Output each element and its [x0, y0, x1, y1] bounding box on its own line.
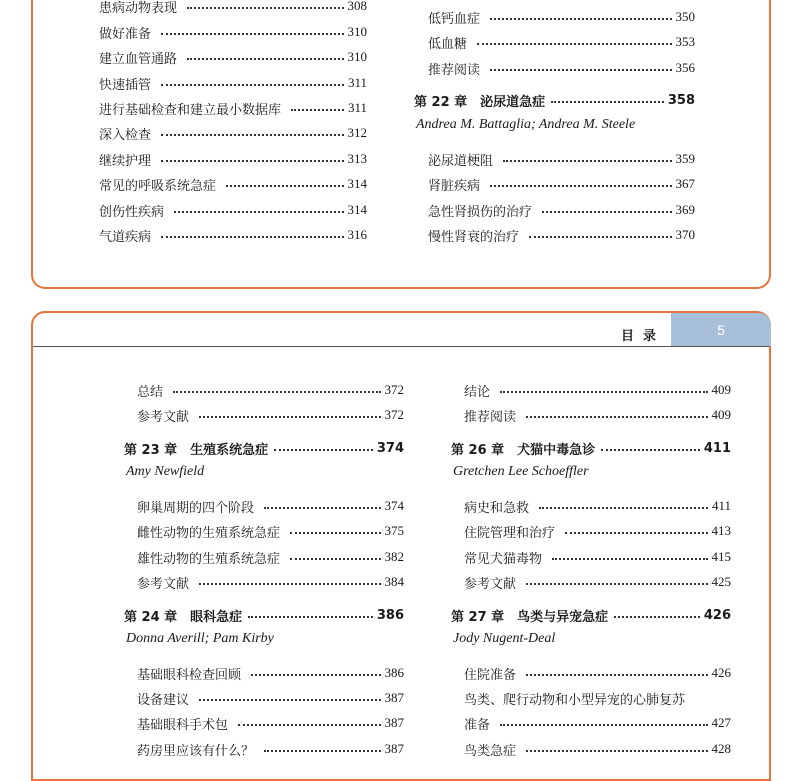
- dot-leader: [490, 185, 671, 187]
- entry-page: 427: [711, 715, 731, 730]
- dot-leader: [500, 724, 707, 726]
- toc-entry[interactable]: [428, 173, 695, 195]
- dot-leader: [526, 416, 707, 418]
- entry-page: 375: [384, 523, 404, 538]
- entry-page: 372: [384, 382, 404, 397]
- entry-title: 参考文献: [137, 576, 190, 592]
- toc-entry[interactable]: [137, 712, 404, 734]
- dot-leader: [187, 58, 343, 60]
- dot-leader: [199, 416, 380, 418]
- entry-title: 肾脏疾病: [428, 178, 481, 194]
- entry-page: 428: [711, 741, 731, 756]
- entry-title: 住院准备: [464, 667, 517, 683]
- toc-entry[interactable]: [428, 31, 695, 53]
- entry-page: 415: [711, 549, 731, 564]
- dot-leader: [161, 236, 343, 238]
- toc-entry[interactable]: [464, 546, 731, 568]
- toc-entry[interactable]: [99, 46, 367, 68]
- dot-leader: [290, 558, 380, 560]
- entry-page: 310: [347, 24, 367, 39]
- toc-entry[interactable]: [137, 379, 404, 401]
- entry-page: 372: [384, 407, 404, 422]
- entry-title: 继续护理: [99, 153, 152, 169]
- running-header-title: 目录: [621, 329, 666, 344]
- dot-leader: [500, 391, 707, 393]
- dot-leader: [274, 449, 373, 451]
- dot-leader: [542, 211, 671, 213]
- entry-title: 基础眼科检查回顾: [137, 667, 242, 683]
- entry-title: 推荐阅读: [428, 62, 481, 78]
- dot-leader: [161, 160, 343, 162]
- chapter-authors: Jody Nugent-Deal: [453, 631, 556, 646]
- entry-title: 患病动物表现: [99, 0, 178, 16]
- toc-entry[interactable]: [137, 520, 404, 542]
- toc-entry[interactable]: [99, 72, 367, 94]
- entry-page: 387: [384, 715, 404, 730]
- dot-leader: [490, 69, 671, 71]
- entry-title: 参考文献: [464, 576, 517, 592]
- dot-leader: [199, 699, 380, 701]
- entry-title: 泌尿道梗阻: [428, 153, 494, 169]
- dot-leader: [264, 507, 380, 509]
- entry-page: 411: [711, 498, 731, 513]
- toc-entry[interactable]: [137, 662, 404, 684]
- toc-entry[interactable]: [99, 148, 367, 170]
- entry-title: 推荐阅读: [464, 409, 517, 425]
- toc-entry[interactable]: [464, 379, 731, 401]
- chapter-title: 第 24 章 眼科急症: [124, 609, 243, 625]
- dot-leader: [248, 616, 373, 618]
- toc-entry[interactable]: [99, 224, 367, 246]
- toc-entry[interactable]: [99, 97, 367, 119]
- dot-leader: [614, 616, 700, 618]
- entry-title: 准备: [464, 717, 491, 733]
- entry-title: 气道疾病: [99, 229, 152, 245]
- dot-leader: [161, 84, 344, 86]
- entry-title: 结论: [464, 384, 491, 400]
- chapter-heading[interactable]: [124, 604, 404, 626]
- dot-leader: [187, 7, 343, 9]
- page-number-tab: 5: [671, 313, 771, 346]
- entry-title: 进行基础检查和建立最小数据库: [99, 102, 282, 118]
- toc-entry[interactable]: [99, 21, 367, 43]
- dot-leader: [174, 211, 343, 213]
- entry-page: 370: [675, 227, 695, 242]
- toc-entry[interactable]: [464, 404, 731, 426]
- entry-title: 深入检查: [99, 127, 152, 143]
- entry-page: 314: [347, 202, 367, 217]
- entry-title: 常见的呼吸系统急症: [99, 178, 217, 194]
- dot-leader: [490, 18, 671, 20]
- entry-title: 总结: [137, 384, 164, 400]
- toc-entry[interactable]: [137, 571, 404, 593]
- dot-leader: [526, 674, 707, 676]
- chapter-title: 第 26 章 犬猫中毒急诊: [451, 442, 596, 458]
- chapter-heading[interactable]: [451, 604, 731, 626]
- entry-page: 356: [675, 60, 695, 75]
- toc-entry[interactable]: [99, 0, 367, 17]
- dot-leader: [251, 674, 380, 676]
- entry-title: 鸟类急症: [464, 743, 517, 759]
- toc-entry[interactable]: [137, 495, 404, 517]
- toc-entry[interactable]: [137, 738, 404, 760]
- entry-title: 参考文献: [137, 409, 190, 425]
- entry-page: 409: [711, 382, 731, 397]
- chapter-authors: Donna Averill; Pam Kirby: [126, 631, 274, 646]
- chapter-title: 第 23 章 生殖系统急症: [124, 442, 269, 458]
- entry-title: 低血糖: [428, 36, 468, 52]
- dot-leader: [264, 750, 380, 752]
- chapter-page: 411: [703, 440, 731, 456]
- dot-leader: [226, 185, 343, 187]
- chapter-page: 358: [667, 92, 695, 108]
- entry-page: 353: [675, 34, 695, 49]
- entry-title: 慢性肾衰的治疗: [428, 229, 520, 245]
- entry-page: 350: [675, 9, 695, 24]
- toc-entry[interactable]: [464, 662, 731, 684]
- chapter-heading[interactable]: [414, 89, 695, 111]
- entry-page: 308: [347, 0, 367, 13]
- toc-entry[interactable]: [464, 520, 731, 542]
- chapter-title: 第 22 章 泌尿道急症: [414, 94, 546, 110]
- entry-page: 314: [347, 176, 367, 191]
- dot-leader: [601, 449, 700, 451]
- chapter-heading[interactable]: [451, 437, 731, 459]
- dot-leader: [238, 724, 380, 726]
- dot-leader: [526, 750, 707, 752]
- entry-title: 住院管理和治疗: [464, 525, 556, 541]
- entry-title: 基础眼科手术包: [137, 717, 229, 733]
- dot-leader: [161, 33, 343, 35]
- toc-entry[interactable]: [464, 571, 731, 593]
- entry-page: 384: [384, 574, 404, 589]
- entry-title: 设备建议: [137, 692, 190, 708]
- toc-entry[interactable]: [428, 199, 695, 221]
- dot-leader: [552, 558, 707, 560]
- entry-title: 雌性动物的生殖系统急症: [137, 525, 281, 541]
- dot-leader: [503, 160, 671, 162]
- chapter-title: 第 27 章 鸟类与异宠急症: [451, 609, 609, 625]
- dot-leader: [529, 236, 671, 238]
- toc-entry[interactable]: [137, 404, 404, 426]
- entry-page: 311: [347, 75, 367, 90]
- entry-title: 做好准备: [99, 26, 152, 42]
- toc-entry[interactable]: [137, 546, 404, 568]
- entry-title: 创伤性疾病: [99, 204, 165, 220]
- toc-entry[interactable]: [428, 148, 695, 170]
- dot-leader: [161, 134, 343, 136]
- entry-page: 386: [384, 665, 404, 680]
- entry-page: 359: [675, 151, 695, 166]
- dot-leader: [477, 43, 671, 45]
- toc-entry[interactable]: [464, 712, 731, 734]
- toc-entry[interactable]: [99, 199, 367, 221]
- toc-entry[interactable]: [428, 6, 695, 28]
- dot-leader: [539, 507, 708, 509]
- dot-leader: [291, 109, 344, 111]
- entry-page: 311: [347, 100, 367, 115]
- chapter-page: 426: [703, 607, 731, 623]
- entry-page: 312: [347, 125, 367, 140]
- entry-title: 低钙血症: [428, 11, 481, 27]
- entry-page: 387: [384, 690, 404, 705]
- toc-entry[interactable]: [428, 57, 695, 79]
- entry-page: 367: [675, 176, 695, 191]
- entry-title: 建立血管通路: [99, 51, 178, 67]
- entry-page: 374: [384, 498, 404, 513]
- toc-entry[interactable]: [137, 687, 404, 709]
- entry-title: 快速插管: [99, 77, 152, 93]
- toc-entry[interactable]: [99, 122, 367, 144]
- entry-title: 卵巢周期的四个阶段: [137, 500, 255, 516]
- dot-leader: [173, 391, 380, 393]
- chapter-heading[interactable]: [124, 437, 404, 459]
- chapter-page: 386: [376, 607, 404, 623]
- entry-page: 316: [347, 227, 367, 242]
- dot-leader: [565, 532, 707, 534]
- entry-page: 426: [711, 665, 731, 680]
- entry-title: 雄性动物的生殖系统急症: [137, 551, 281, 567]
- entry-title: 急性肾损伤的治疗: [428, 204, 533, 220]
- entry-page: 313: [347, 151, 367, 166]
- toc-entry-wrapped[interactable]: [464, 687, 731, 709]
- dot-leader: [551, 101, 664, 103]
- toc-entry[interactable]: [464, 738, 731, 760]
- entry-page: 382: [384, 549, 404, 564]
- entry-page: 310: [347, 49, 367, 64]
- chapter-page: 374: [376, 440, 404, 456]
- dot-leader: [199, 583, 380, 585]
- chapter-authors: Amy Newfield: [126, 464, 205, 479]
- toc-entry[interactable]: [428, 224, 695, 246]
- entry-title: 病史和急救: [464, 500, 530, 516]
- chapter-authors: Gretchen Lee Schoeffler: [453, 464, 589, 479]
- entry-page: 409: [711, 407, 731, 422]
- entry-page: 413: [711, 523, 731, 538]
- chapter-authors: Andrea M. Battaglia; Andrea M. Steele: [416, 117, 636, 132]
- toc-entry[interactable]: [464, 495, 731, 517]
- dot-leader: [526, 583, 707, 585]
- dot-leader: [290, 532, 380, 534]
- entry-title: 药房里应该有什么？: [137, 743, 255, 759]
- entry-page: 425: [711, 574, 731, 589]
- header-rule: [33, 346, 769, 347]
- entry-title: 常见犬猫毒物: [464, 551, 543, 567]
- entry-page: 369: [675, 202, 695, 217]
- entry-title: 鸟类、爬行动物和小型异宠的心肺复苏: [464, 692, 686, 708]
- entry-page: 387: [384, 741, 404, 756]
- toc-entry[interactable]: [99, 173, 367, 195]
